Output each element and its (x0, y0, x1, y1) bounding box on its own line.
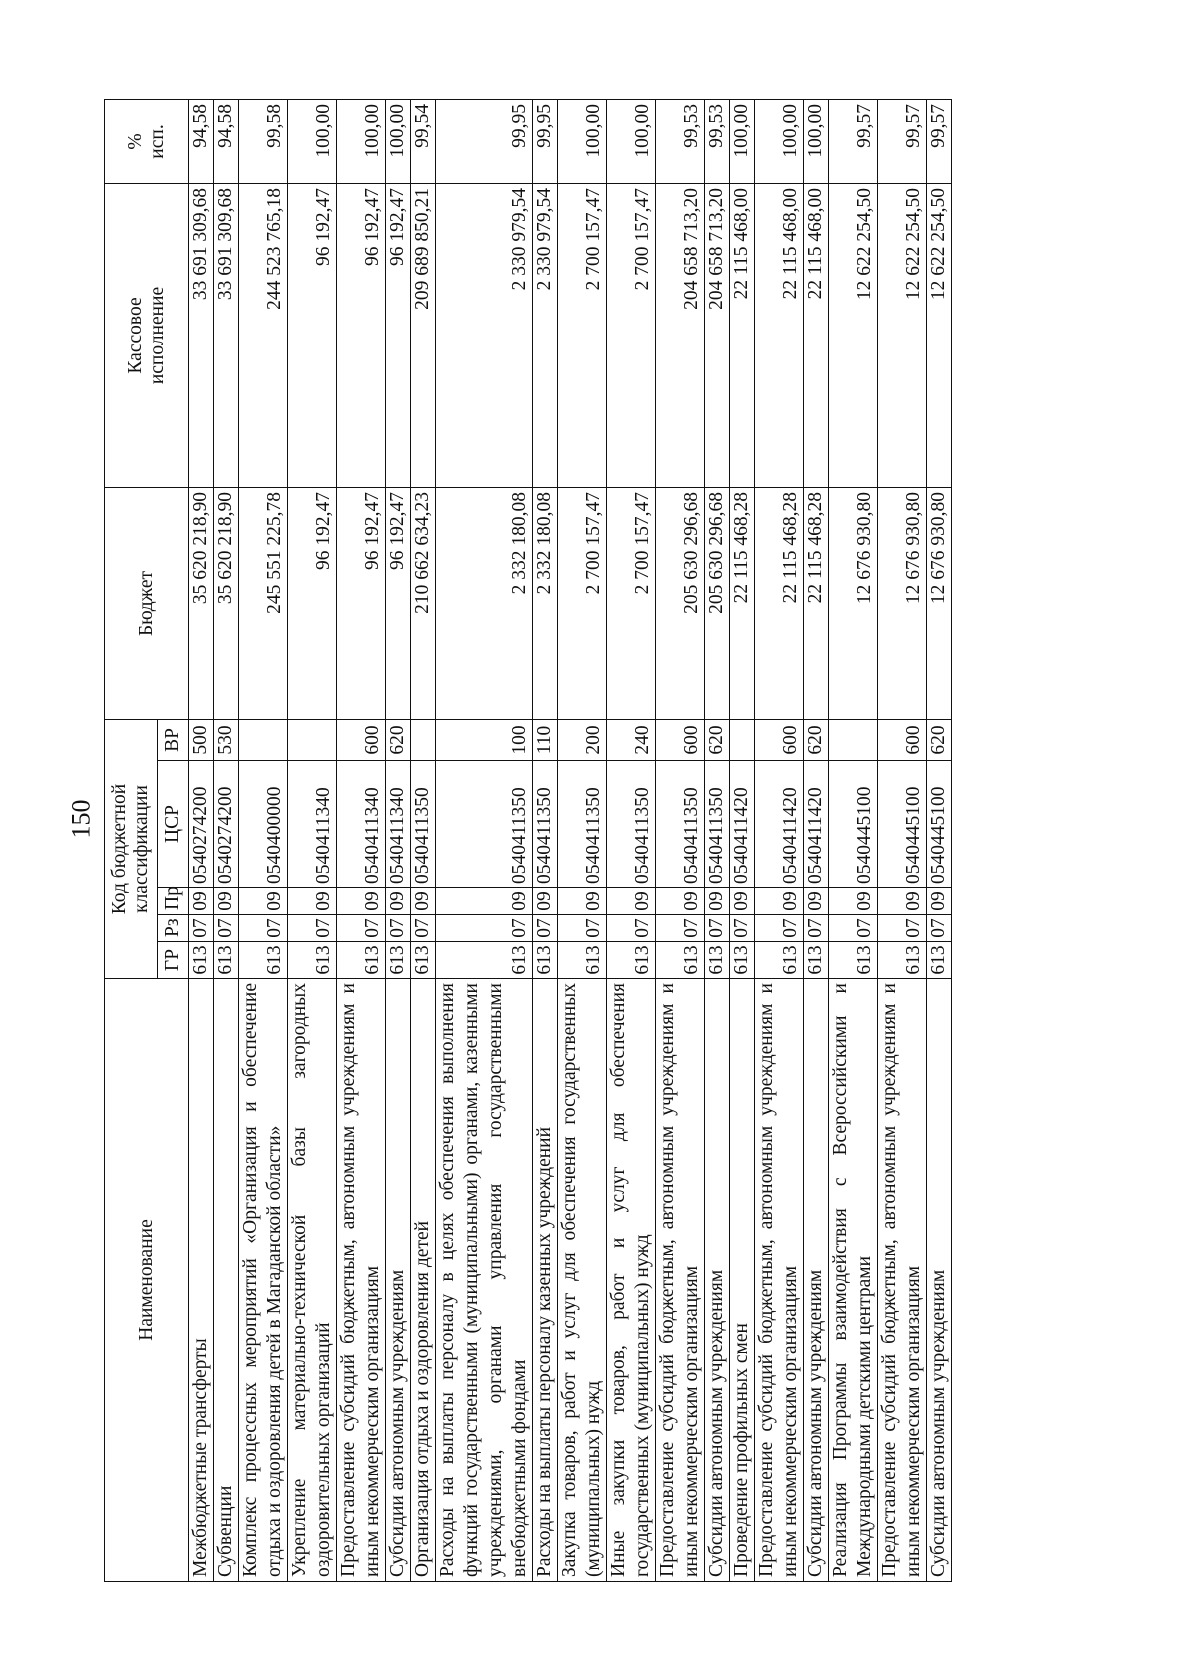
row-rz: 07 (804, 915, 829, 942)
row-pr: 09 (730, 888, 755, 915)
row-csr: 0540274200 (214, 761, 239, 888)
row-name: Межбюджетные трансферты (189, 979, 214, 1582)
table-row (755, 99, 804, 1581)
row-budget: 2 700 157,47 (558, 487, 607, 719)
row-vr: 600 (337, 719, 386, 760)
row-rz: 07 (288, 915, 337, 942)
row-pr: 09 (214, 888, 239, 915)
row-gr: 613 (436, 942, 533, 979)
table-row (878, 99, 927, 1581)
row-rz: 07 (411, 915, 436, 942)
row-budget: 2 332 180,08 (533, 487, 558, 719)
table-row (239, 99, 288, 1581)
row-name: Субсидии автономным учреждениям (927, 979, 952, 1582)
row-gr: 613 (607, 942, 656, 979)
row-budget: 12 676 930,80 (927, 487, 952, 719)
row-pct: 100,00 (386, 99, 411, 183)
row-pct: 99,57 (927, 99, 952, 183)
row-cash: 204 658 713,20 (705, 183, 730, 487)
row-pct: 100,00 (755, 99, 804, 183)
table-row (558, 99, 607, 1581)
row-csr: 0540445100 (878, 761, 927, 888)
row-name: Предоставление субсидий бюджетным, автономным учреждениям и иным некоммерческим организациям (337, 979, 386, 1582)
row-pr: 09 (656, 888, 705, 915)
header-vr: ВР (158, 719, 189, 760)
row-pr: 09 (436, 888, 533, 915)
row-pct: 100,00 (337, 99, 386, 183)
table-row (607, 99, 656, 1581)
header-cash: Кассовое исполнение (105, 183, 189, 487)
row-budget: 96 192,47 (386, 487, 411, 719)
row-rz: 07 (755, 915, 804, 942)
header-pr: Пр (158, 888, 189, 915)
row-vr: 200 (558, 719, 607, 760)
row-vr: 530 (214, 719, 239, 760)
row-csr: 0540411350 (411, 761, 436, 888)
row-csr: 0540411350 (436, 761, 533, 888)
row-vr: 500 (189, 719, 214, 760)
row-name: Субсидии автономным учреждениям (705, 979, 730, 1582)
row-pr: 09 (804, 888, 829, 915)
row-pr: 09 (288, 888, 337, 915)
row-vr: 620 (804, 719, 829, 760)
header-rz: Рз (158, 915, 189, 942)
row-gr: 613 (804, 942, 829, 979)
table-row (656, 99, 705, 1581)
row-budget: 2 700 157,47 (607, 487, 656, 719)
row-cash: 2 700 157,47 (607, 183, 656, 487)
row-pr: 09 (927, 888, 952, 915)
row-cash: 22 115 468,00 (730, 183, 755, 487)
table-row (288, 99, 337, 1581)
row-gr: 613 (878, 942, 927, 979)
row-gr: 613 (705, 942, 730, 979)
row-rz: 07 (558, 915, 607, 942)
row-vr: 620 (386, 719, 411, 760)
row-pr: 09 (607, 888, 656, 915)
table-row (386, 99, 411, 1581)
row-pct: 94,58 (214, 99, 239, 183)
row-name: Реализация Программы взаимодействия с Всероссийскими и Международными детскими центрами (829, 979, 878, 1582)
row-vr (730, 719, 755, 760)
row-name: Укрепление материально-технической базы загородных оздоровительных организаций (288, 979, 337, 1582)
row-budget: 210 662 634,23 (411, 487, 436, 719)
row-csr: 0540445100 (829, 761, 878, 888)
row-name: Расходы на выплаты персоналу в целях обеспечения выполнения функций государственными (муниципальными) органами, казенными учреждениями, органами управления государственными внебюджетными фондами (436, 979, 533, 1582)
row-name: Субсидии автономным учреждениям (804, 979, 829, 1582)
row-pct: 99,58 (239, 99, 288, 183)
row-cash: 2 700 157,47 (558, 183, 607, 487)
row-pct: 100,00 (288, 99, 337, 183)
row-budget: 12 676 930,80 (829, 487, 878, 719)
row-rz: 07 (656, 915, 705, 942)
row-name: Предоставление субсидий бюджетным, автономным учреждениям и иным некоммерческим организациям (656, 979, 705, 1582)
row-pct: 99,95 (533, 99, 558, 183)
row-csr: 0540411420 (804, 761, 829, 888)
row-rz: 07 (927, 915, 952, 942)
row-vr (411, 719, 436, 760)
row-rz: 07 (878, 915, 927, 942)
row-vr (239, 719, 288, 760)
row-csr: 0540411340 (337, 761, 386, 888)
row-pr: 09 (239, 888, 288, 915)
row-csr: 0540411350 (607, 761, 656, 888)
table-row (705, 99, 730, 1581)
header-pct: % исп. (105, 99, 189, 183)
row-cash: 12 622 254,50 (927, 183, 952, 487)
row-pr: 09 (533, 888, 558, 915)
row-budget: 2 332 180,08 (436, 487, 533, 719)
row-name: Предоставление субсидий бюджетным, автономным учреждениям и иным некоммерческим организациям (878, 979, 927, 1582)
row-pct: 99,53 (705, 99, 730, 183)
row-gr: 613 (829, 942, 878, 979)
row-name: Субсидии автономным учреждениям (386, 979, 411, 1582)
row-cash: 244 523 765,18 (239, 183, 288, 487)
row-vr: 240 (607, 719, 656, 760)
row-csr: 0540411420 (755, 761, 804, 888)
row-pr: 09 (337, 888, 386, 915)
row-budget: 22 115 468,28 (804, 487, 829, 719)
row-gr: 613 (189, 942, 214, 979)
row-gr: 613 (558, 942, 607, 979)
header-name: Наименование (105, 979, 189, 1582)
table-row (436, 99, 533, 1581)
row-gr: 613 (656, 942, 705, 979)
table-row (337, 99, 386, 1581)
row-cash: 96 192,47 (337, 183, 386, 487)
table-row (730, 99, 755, 1581)
row-csr: 0540411350 (533, 761, 558, 888)
row-pr: 09 (189, 888, 214, 915)
row-gr: 613 (927, 942, 952, 979)
row-cash: 2 330 979,54 (436, 183, 533, 487)
row-csr: 0540445100 (927, 761, 952, 888)
row-rz: 07 (239, 915, 288, 942)
row-cash: 12 622 254,50 (829, 183, 878, 487)
row-vr: 620 (705, 719, 730, 760)
row-gr: 613 (533, 942, 558, 979)
row-vr: 600 (656, 719, 705, 760)
row-rz: 07 (214, 915, 239, 942)
row-cash: 204 658 713,20 (656, 183, 705, 487)
row-pct: 100,00 (730, 99, 755, 183)
row-cash: 33 691 309,68 (189, 183, 214, 487)
row-rz: 07 (829, 915, 878, 942)
row-pct: 99,53 (656, 99, 705, 183)
row-rz: 07 (386, 915, 411, 942)
table-header (105, 99, 189, 1581)
row-vr: 600 (878, 719, 927, 760)
row-rz: 07 (705, 915, 730, 942)
row-pct: 99,54 (411, 99, 436, 183)
row-cash: 96 192,47 (386, 183, 411, 487)
row-name: Закупка товаров, работ и услуг для обеспечения государственных (муниципальных) нужд (558, 979, 607, 1582)
header-gr: ГР (158, 942, 189, 979)
table-row (189, 99, 214, 1581)
row-budget: 35 620 218,90 (214, 487, 239, 719)
row-name: Предоставление субсидий бюджетным, автономным учреждениям и иным некоммерческим организациям (755, 979, 804, 1582)
row-name: Иные закупки товаров, работ и услуг для обеспечения государственных (муниципальных) нужд (607, 979, 656, 1582)
row-cash: 22 115 468,00 (804, 183, 829, 487)
row-vr: 620 (927, 719, 952, 760)
row-budget: 205 630 296,68 (705, 487, 730, 719)
row-gr: 613 (239, 942, 288, 979)
table-row (411, 99, 436, 1581)
header-budget: Бюджет (105, 487, 189, 719)
row-budget: 205 630 296,68 (656, 487, 705, 719)
row-pct: 100,00 (804, 99, 829, 183)
row-budget: 12 676 930,80 (878, 487, 927, 719)
row-vr: 600 (755, 719, 804, 760)
row-gr: 613 (337, 942, 386, 979)
table-row (533, 99, 558, 1581)
row-csr: 0540411350 (705, 761, 730, 888)
row-rz: 07 (189, 915, 214, 942)
row-budget: 96 192,47 (288, 487, 337, 719)
budget-table (104, 99, 952, 1582)
row-pr: 09 (411, 888, 436, 915)
row-gr: 613 (730, 942, 755, 979)
row-csr: 0540411340 (288, 761, 337, 888)
row-name: Субвенции (214, 979, 239, 1582)
table-body (189, 99, 952, 1581)
header-code-group: Код бюджетной классификации (105, 719, 158, 978)
row-csr: 0540400000 (239, 761, 288, 888)
row-cash: 96 192,47 (288, 183, 337, 487)
rotated-page-content (104, 100, 994, 1582)
row-budget: 22 115 468,28 (755, 487, 804, 719)
row-vr (829, 719, 878, 760)
row-csr: 0540411340 (386, 761, 411, 888)
row-gr: 613 (411, 942, 436, 979)
row-cash: 22 115 468,00 (755, 183, 804, 487)
row-pct: 100,00 (607, 99, 656, 183)
row-rz: 07 (533, 915, 558, 942)
row-budget: 35 620 218,90 (189, 487, 214, 719)
row-csr: 0540411350 (558, 761, 607, 888)
table-row (214, 99, 239, 1581)
row-gr: 613 (214, 942, 239, 979)
row-csr: 0540274200 (189, 761, 214, 888)
row-rz: 07 (337, 915, 386, 942)
row-csr: 0540411420 (730, 761, 755, 888)
row-vr: 110 (533, 719, 558, 760)
row-name: Проведение профильных смен (730, 979, 755, 1582)
row-budget: 22 115 468,28 (730, 487, 755, 719)
row-pct: 99,95 (436, 99, 533, 183)
table-row (804, 99, 829, 1581)
row-rz: 07 (730, 915, 755, 942)
table-row (927, 99, 952, 1581)
row-pr: 09 (829, 888, 878, 915)
row-name: Организация отдыха и оздоровления детей (411, 979, 436, 1582)
row-cash: 12 622 254,50 (878, 183, 927, 487)
row-vr: 100 (436, 719, 533, 760)
row-rz: 07 (436, 915, 533, 942)
row-rz: 07 (607, 915, 656, 942)
row-cash: 33 691 309,68 (214, 183, 239, 487)
row-pct: 100,00 (558, 99, 607, 183)
table-row (829, 99, 878, 1581)
row-cash: 2 330 979,54 (533, 183, 558, 487)
row-vr (288, 719, 337, 760)
row-pct: 99,57 (878, 99, 927, 183)
row-pr: 09 (705, 888, 730, 915)
row-pr: 09 (755, 888, 804, 915)
row-pct: 94,58 (189, 99, 214, 183)
row-budget: 245 551 225,78 (239, 487, 288, 719)
row-budget: 96 192,47 (337, 487, 386, 719)
row-pr: 09 (878, 888, 927, 915)
row-pr: 09 (558, 888, 607, 915)
page-number: 150 (66, 799, 96, 839)
row-csr: 0540411350 (656, 761, 705, 888)
row-gr: 613 (755, 942, 804, 979)
row-pr: 09 (386, 888, 411, 915)
row-pct: 99,57 (829, 99, 878, 183)
row-gr: 613 (386, 942, 411, 979)
header-csr: ЦСР (158, 761, 189, 888)
row-name: Расходы на выплаты персоналу казенных учреждений (533, 979, 558, 1582)
row-name: Комплекс процессных мероприятий «Организация и обеспечение отдыха и оздоровления детей в Магаданской области» (239, 979, 288, 1582)
row-cash: 209 689 850,21 (411, 183, 436, 487)
row-gr: 613 (288, 942, 337, 979)
